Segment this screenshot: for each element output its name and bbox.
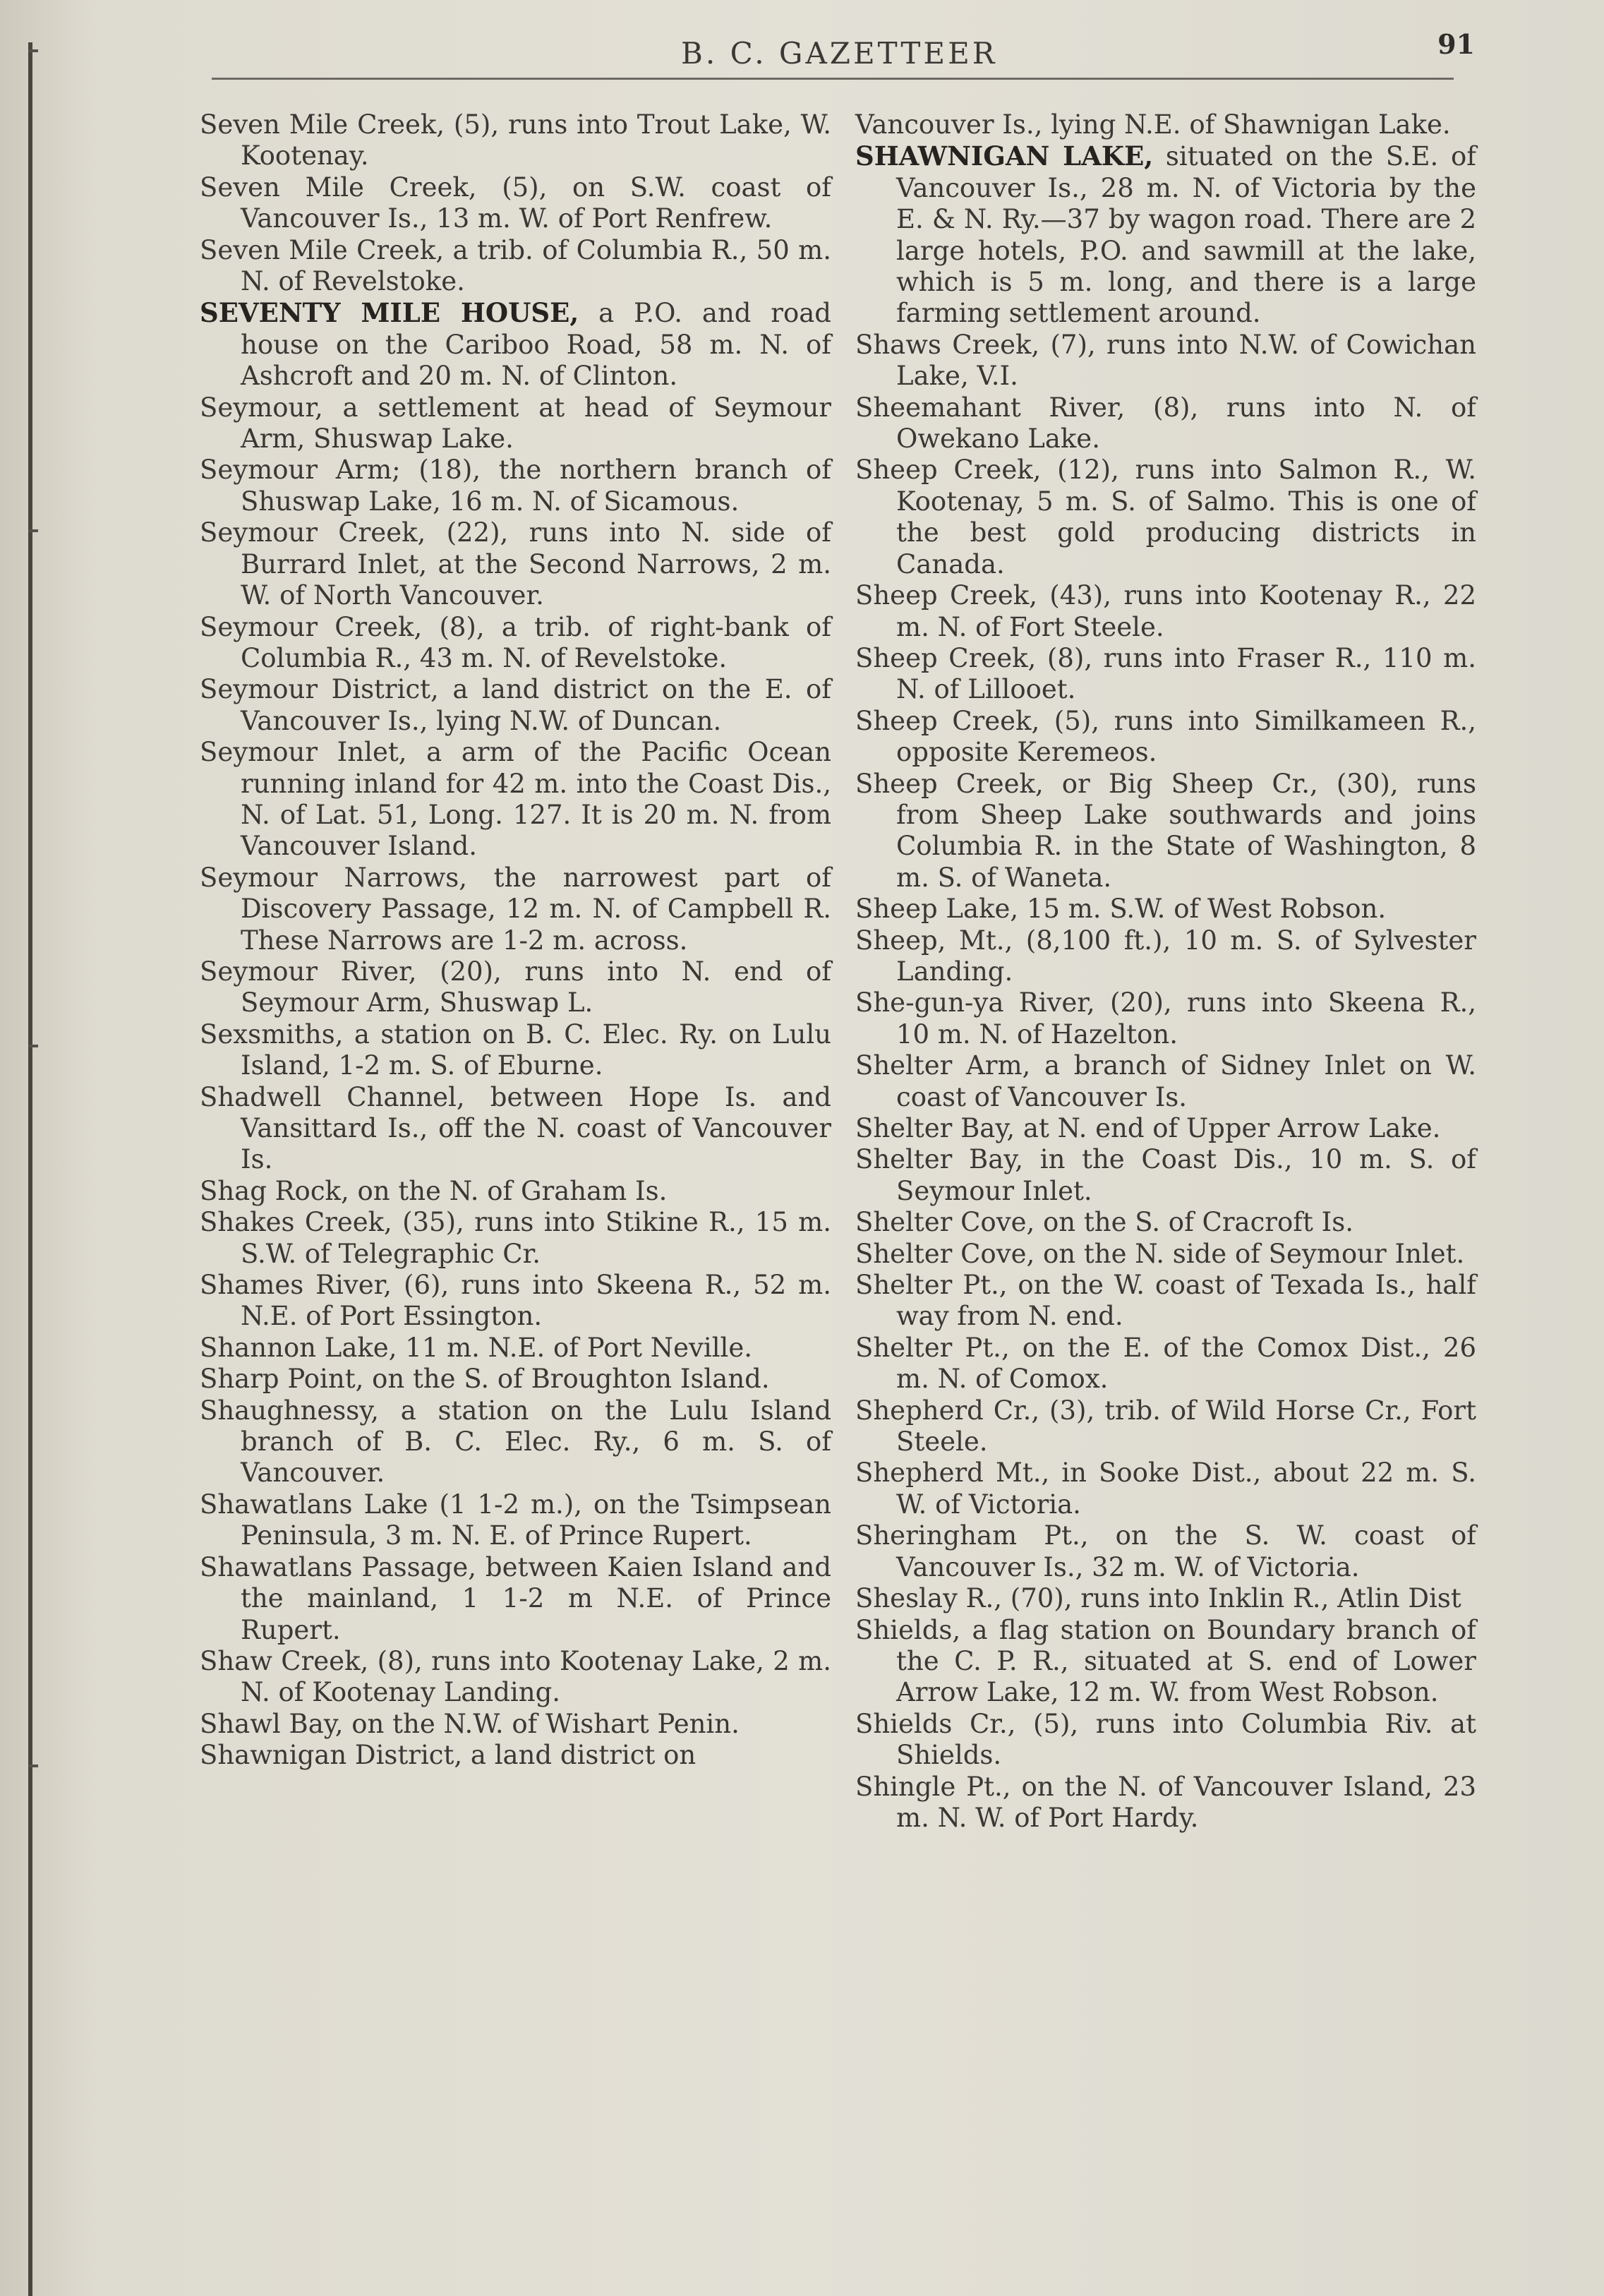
entry-text: Shelter Arm, a branch of Sidney Inlet on W. coast of Vancouver Is. <box>855 1050 1476 1112</box>
entry-text: Shaws Creek, (7), runs into N.W. of Cowichan Lake, V.I. <box>855 329 1476 392</box>
entry-text: a P.O. and road house on the Cariboo Road, 58 m. N. of Ashcroft and 20 m. N. of Clinton. <box>241 298 831 392</box>
entry-text: Seymour Arm; (18), the northern branch of Shuswap Lake, 16 m. N. of Sicamous. <box>200 455 831 517</box>
gazetteer-entry <box>200 674 831 737</box>
header-rule <box>212 78 1454 80</box>
entry-text: Seven Mile Creek, (5), on S.W. coast of Vancouver Is., 13 m. W. of Port Renfrew. <box>200 172 831 234</box>
gazetteer-entry <box>200 862 831 956</box>
right-column <box>855 109 1476 1834</box>
entry-text: Seymour River, (20), runs into N. end of Seymour Arm, Shuswap L. <box>200 956 831 1018</box>
entry-text: Shawatlans Passage, between Kaien Island and the mainland, 1 1-2 m N.E. of Prince Rupert. <box>200 1551 831 1645</box>
entry-text: Sheep Lake, 15 m. S.W. of West Robson. <box>855 894 1387 925</box>
gazetteer-entry <box>200 1019 831 1082</box>
entry-text: Shaughnessy, a station on the Lulu Island branch of B. C. Elec. Ry., 6 m. S. of Vancouver. <box>200 1395 831 1489</box>
page-number: 91 <box>1437 28 1475 60</box>
entry-text: Sheep Creek, (8), runs into Fraser R., 110 m. N. of Lillooet. <box>855 642 1476 705</box>
gazetteer-entry <box>200 392 831 455</box>
entry-text: Seymour Creek, (22), runs into N. side of Burrard Inlet, at the Second Narrows, 2 m. W. of North Vancouver. <box>200 517 831 611</box>
entry-headword: SHAWNIGAN LAKE, <box>855 140 1154 172</box>
entry-text: Shields, a flag station on Boundary branch of the C. P. R., situated at S. end of Lower Arrow Lake, 12 m. W. from West Robson. <box>855 1614 1476 1708</box>
gazetteer-entry-continuation <box>855 109 1476 140</box>
entry-text: Shannon Lake, 11 m. N.E. of Port Neville. <box>200 1332 753 1363</box>
gazetteer-entry <box>855 1144 1476 1207</box>
entry-text: Sheep Creek, or Big Sheep Cr., (30), runs from Sheep Lake southwards and joins Columbia R. in the State of Washington, 8 m. S. of Waneta. <box>855 768 1476 893</box>
entry-text: Sexsmiths, a station on B. C. Elec. Ry. on Lulu Island, 1-2 m. S. of Eburne. <box>200 1018 831 1081</box>
entry-text: Seymour Creek, (8), a trib. of right-bank of Columbia R., 43 m. N. of Revelstoke. <box>200 611 831 673</box>
gazetteer-entry <box>200 1489 831 1552</box>
entry-text: Shaw Creek, (8), runs into Kootenay Lake, 2 m. N. of Kootenay Landing. <box>200 1645 831 1708</box>
gazetteer-entry <box>855 1113 1476 1144</box>
gazetteer-entry <box>200 1333 831 1364</box>
entry-text: Seven Mile Creek, a trib. of Columbia R., 50 m. N. of Revelstoke. <box>200 234 831 297</box>
gazetteer-entry <box>200 1082 831 1176</box>
gazetteer-entry <box>855 1520 1476 1583</box>
entry-text: Sheemahant River, (8), runs into N. of Owekano Lake. <box>855 392 1476 455</box>
gazetteer-entry <box>855 1772 1476 1834</box>
entry-text: Shelter Pt., on the W. coast of Texada Is., half way from N. end. <box>855 1270 1476 1332</box>
left-column <box>200 109 831 1772</box>
entry-text: Shawatlans Lake (1 1-2 m.), on the Tsimpsean Peninsula, 3 m. N. E. of Prince Rupert. <box>200 1489 831 1551</box>
entry-headword: SEVENTY MILE HOUSE, <box>200 297 579 329</box>
entry-text: Shadwell Channel, between Hope Is. and Vansittard Is., off the N. coast of Vancouver Is. <box>200 1081 831 1175</box>
gazetteer-entry <box>855 706 1476 769</box>
entry-text: Shields Cr., (5), runs into Columbia Riv. at Shields. <box>855 1708 1476 1771</box>
gazetteer-entry <box>855 580 1476 643</box>
gazetteer-entry <box>855 1457 1476 1520</box>
entry-text: She-gun-ya River, (20), runs into Skeena R., 10 m. N. of Hazelton. <box>855 987 1476 1050</box>
entry-text: Shingle Pt., on the N. of Vancouver Island, 23 m. N. W. of Port Hardy. <box>855 1771 1476 1833</box>
binding-spine <box>28 42 32 2296</box>
gazetteer-entry <box>200 1176 831 1207</box>
entry-text: Shelter Bay, at N. end of Upper Arrow Lake. <box>855 1113 1441 1143</box>
entry-text: Shelter Bay, in the Coast Dis., 10 m. S. of Seymour Inlet. <box>855 1144 1476 1206</box>
running-title: B. C. GAZETTEER <box>681 36 998 71</box>
gazetteer-entry <box>855 894 1476 925</box>
page-header <box>212 28 1475 82</box>
entry-text: Shepherd Mt., in Sooke Dist., about 22 m. S. W. of Victoria. <box>855 1457 1476 1520</box>
entry-text: Sheep Creek, (43), runs into Kootenay R., 22 m. N. of Fort Steele. <box>855 580 1476 642</box>
gazetteer-entry <box>855 1583 1476 1614</box>
gazetteer-entry <box>200 172 831 235</box>
gazetteer-entry <box>855 1333 1476 1395</box>
entry-text: Shakes Creek, (35), runs into Stikine R., 15 m. S.W. of Telegraphic Cr. <box>200 1207 831 1269</box>
entry-text: Vancouver Is., lying N.E. of Shawnigan Lake. <box>855 109 1451 140</box>
gazetteer-entry <box>855 330 1476 392</box>
gazetteer-entry <box>200 1709 831 1740</box>
gazetteer-entry <box>200 1207 831 1270</box>
gazetteer-entry <box>200 297 831 392</box>
spine-mark <box>28 49 38 52</box>
entry-text: Shepherd Cr., (3), trib. of Wild Horse Cr., Fort Steele. <box>855 1395 1476 1457</box>
entry-text: Sheep Creek, (12), runs into Salmon R., W. Kootenay, 5 m. S. of Salmo. This is one of the best gold producing districts in Canada. <box>855 455 1476 579</box>
gazetteer-entry <box>200 109 831 172</box>
gazetteer-entry <box>855 769 1476 894</box>
entry-text: Seymour Inlet, a arm of the Pacific Ocean running inland for 42 m. into the Coast Dis., N. of Lat. 51, Long. 127. It is 20 m. N. from Vancouver Island. <box>200 737 831 862</box>
entry-text: Sheslay R., (70), runs into Inklin R., Atlin Dist <box>855 1583 1461 1614</box>
entry-text: Sharp Point, on the S. of Broughton Island. <box>200 1364 770 1395</box>
gazetteer-entry <box>855 1615 1476 1709</box>
entry-text: situated on the S.E. of Vancouver Is., 28 m. N. of Victoria by the E. & N. Ry.—37 by wagon road. There are 2 large hotels, P.O. and sawmill at the lake, which is 5 m. long, and there is a large farming settlement around. <box>896 141 1476 329</box>
gazetteer-entry <box>200 1395 831 1489</box>
entry-text: Sheringham Pt., on the S. W. coast of Vancouver Is., 32 m. W. of Victoria. <box>855 1520 1476 1582</box>
gazetteer-entry <box>855 643 1476 706</box>
gazetteer-entry <box>200 612 831 675</box>
gazetteer-entry <box>200 737 831 862</box>
entry-text: Seymour District, a land district on the E. of Vancouver Is., lying N.W. of Duncan. <box>200 674 831 736</box>
gazetteer-entry <box>855 987 1476 1050</box>
gazetteer-entry <box>855 1050 1476 1113</box>
entry-text: Sheep Creek, (5), runs into Similkameen R., opposite Keremeos. <box>855 705 1476 768</box>
entry-text: Shag Rock, on the N. of Graham Is. <box>200 1175 668 1206</box>
gazetteer-entry <box>855 925 1476 988</box>
gazetteer-entry <box>855 1239 1476 1270</box>
gazetteer-entry <box>200 455 831 517</box>
entry-text: Shawl Bay, on the N.W. of Wishart Penin. <box>200 1708 740 1739</box>
gazetteer-entry <box>200 956 831 1019</box>
spine-mark <box>28 529 38 532</box>
spine-mark <box>28 1765 38 1767</box>
entry-text: Shames River, (6), runs into Skeena R., 52 m. N.E. of Port Essington. <box>200 1270 831 1332</box>
entry-text: Seven Mile Creek, (5), runs into Trout Lake, W. Kootenay. <box>200 109 831 172</box>
spine-mark <box>28 1045 38 1047</box>
gazetteer-entry <box>200 1270 831 1333</box>
entry-text: Seymour Narrows, the narrowest part of Discovery Passage, 12 m. N. of Campbell R. These Narrows are 1-2 m. across. <box>200 862 831 956</box>
entry-text: Sheep, Mt., (8,100 ft.), 10 m. S. of Sylvester Landing. <box>855 925 1476 987</box>
gazetteer-entry <box>855 1709 1476 1772</box>
gazetteer-entry <box>200 1740 831 1771</box>
gazetteer-entry <box>855 455 1476 580</box>
gazetteer-entry <box>200 1552 831 1646</box>
gazetteer-entry <box>200 1364 831 1395</box>
gazetteer-entry <box>855 392 1476 455</box>
gazetteer-entry <box>855 1207 1476 1238</box>
entry-text: Seymour, a settlement at head of Seymour Arm, Shuswap Lake. <box>200 392 831 455</box>
gazetteer-entry <box>200 235 831 298</box>
gazetteer-entry <box>200 517 831 611</box>
gazetteer-entry <box>855 140 1476 329</box>
entry-text: Shelter Cove, on the N. side of Seymour Inlet. <box>855 1238 1465 1269</box>
gazetteer-entry <box>200 1646 831 1709</box>
entry-text: Shawnigan District, a land district on <box>200 1740 697 1771</box>
entry-text: Shelter Pt., on the E. of the Comox Dist., 26 m. N. of Comox. <box>855 1332 1476 1395</box>
gazetteer-entry <box>855 1270 1476 1333</box>
gazetteer-entry <box>855 1395 1476 1458</box>
entry-text: Shelter Cove, on the S. of Cracroft Is. <box>855 1207 1353 1238</box>
